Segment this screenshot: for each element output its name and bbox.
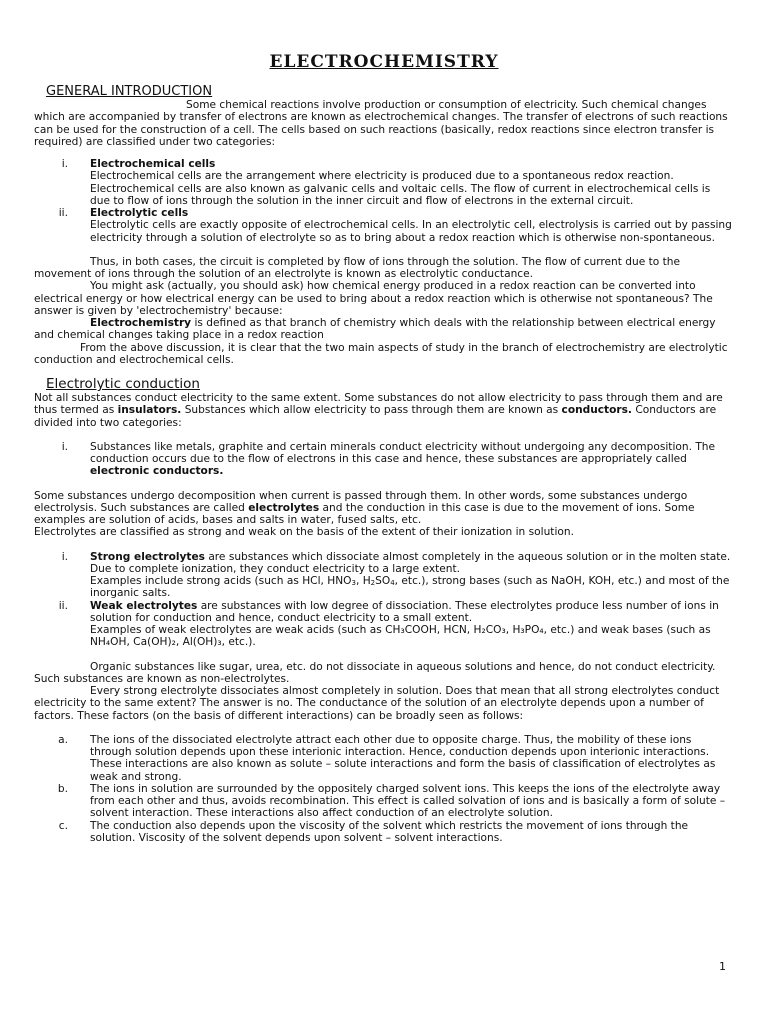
intro-paragraph: Some chemical reactions involve production or consumption of electricity. Such chemical changes which are accompanied by transfer of electrons are known as electrochemical changes. The transfer of electrons of such reactions can be used for the construction of a cell. The cells based on such reactions (basically, redox reactions since electron transfer is required) are classified under two categories: [34,99,728,148]
text-span: Substances which allow electricity to pass through them are known as [181,404,562,417]
page-number: 1 [719,960,726,973]
list-letter: c. [58,819,68,832]
page-title: ELECTROCHEMISTRY [269,52,499,72]
term-strong-electrolytes: Strong electrolytes [90,550,205,563]
list-item [34,551,732,600]
paragraph [34,490,732,527]
text-span: SO [375,575,391,587]
section-heading-general-introduction: GENERAL INTRODUCTION [46,84,213,99]
list-item [34,600,732,649]
paragraph: Every strong electrolyte dissociates almost completely in solution. Does that mean that all strong electrolytes conduct electricity to the same extent? The answer is no. The conductance of the solution of an electrolyte depends upon a number of factors. These factors (on the basis of different interactions) can be broadly seen as follows: [34,685,720,722]
text-span: Conductors are divided into two categories: [34,404,717,429]
list-item [34,207,732,244]
list-number: ii. [58,207,68,219]
list-item [34,820,732,845]
text-span: Not all substances conduct electricity to the same extent. Some substances do not allow electricity to pass through them and are thus termed as [34,392,723,417]
paragraph: Electrolytes are classified as strong and weak on the basis of the extent of their ionization in solution. [34,526,574,539]
term-weak-electrolytes: Weak electrolytes [90,599,198,612]
item-text: Electrolytic cells are exactly opposite of electrochemical cells. In an electrolytic cell, electrolysis is carried out by passing electricity through a solution of electrolyte so as to bring about a redox reaction which is otherwise non-spontaneous. [90,219,732,244]
list-item [34,158,732,207]
list-number: i. [61,158,68,170]
list-item [34,441,732,478]
text-span: Some substances undergo decomposition when current is passed through them. In other words, some substances undergo electrolysis. Such substances are called [34,489,688,514]
text-span: , etc.), strong bases (such as NaOH, KOH, etc.) and most of the inorganic salts. [90,575,730,600]
term-insulators: insulators. [117,404,182,417]
list-item [34,734,732,783]
paragraph [34,392,732,429]
section-heading-electrolytic-conduction: Electrolytic conduction [46,376,200,392]
item-text: The ions of the dissociated electrolyte attract each other due to opposite charge. Thus, the mobility of these ions through solution depends upon these interionic interaction. Hence, conduction depends upon interionic interactions. These interactions are also known as solute – solute interactions and form the basis of classification of electrolytes as weak and strong. [90,733,716,783]
item-title: Electrolytic cells [90,207,189,219]
definition-text: is defined as that branch of chemistry which deals with the relationship between electrical energy and chemical changes taking place in a redox reaction [34,317,716,342]
text-span: are substances with low degree of dissociation. These electrolytes produce less number of ions in solution for conduction and hence, conduct electricity to a small extent. [90,599,719,624]
list-number: i. [61,440,68,453]
item-text [90,551,732,600]
text-span: Examples include strong acids (such as HCl, HNO [90,575,352,587]
list-letter: b. [57,782,68,795]
text-span: are substances which dissociate almost completely in the aqueous solution or in the molten state. Due to complete ionization, they conduct electricity to a large extent. [90,550,731,575]
item-text: Electrochemical cells are the arrangement where electricity is produced due to a spontaneous redox reaction. Electrochemical cells are also known as galvanic cells and voltaic cells. The flow of current in electrochemical cells is due to flow of ions through the solution in the inner circuit and flow of electrons in the external circuit. [90,170,711,207]
paragraph: You might ask (actually, you should ask) how chemical energy produced in a redox reaction can be converted into electrical energy or how electrical energy can be used to bring about a redox reaction which is otherwise not spontaneous? The answer is given by 'electrochemistry' because: [34,280,713,317]
list-item [34,783,732,820]
item-text [90,441,732,478]
item-text: The conduction also depends upon the viscosity of the solvent which restricts the movement of ions through the solution. Viscosity of the solvent depends upon solvent – solvent interactions. [90,819,689,844]
examples-text: Examples include strong acids (such as HCl, $HNO_3$, $H_2SO_4$, etc.), strong bases (such as NaOH, KOH, etc.) and most of the inorganic salts. [90,575,730,600]
term-conductors: conductors. [561,404,632,417]
text-span: Substances like metals, graphite and certain minerals conduct electricity without undergoing any decomposition. The conduction occurs due to the flow of electrons in this case and hence, these substances are appropriately called [90,440,716,465]
text-span: , H [355,575,371,587]
item-text: The ions in solution are surrounded by the oppositely charged solvent ions. This keeps the ions of the electrolyte away from each other and thus, avoids recombination. This effect is called solvation of ions and is basically a form of solute – solvent interaction. These interactions also affect conduction of an electrolyte solution. [90,782,726,820]
term-electronic-conductors: electronic conductors. [90,465,224,478]
list-number: ii. [58,599,68,612]
list-letter: a. [58,733,68,746]
paragraph: From the above discussion, it is clear that the two main aspects of study in the branch of electrochemistry are electrolytic conduction and electrochemical cells. [34,341,728,366]
item-title: Electrochemical cells [90,158,216,170]
paragraph: Organic substances like sugar, urea, etc. do not dissociate in aqueous solutions and hence, do not conduct electricity. Such substances are known as non-electrolytes. [34,660,716,685]
examples-text: Examples of weak electrolytes are weak acids (such as CH₃COOH, HCN, H₂CO₃, H₃PO₄, etc.) and weak bases (such as NH₄OH, Ca(OH)₂, Al(OH)₃, etc.). [90,624,711,649]
document-body [34,84,732,844]
term-electrolytes: electrolytes [248,501,320,514]
text-span: and the conduction in this case is due to the movement of ions. Some examples are solution of acids, bases and salts in water, fused salts, etc. [34,501,695,526]
definition-term: Electrochemistry [90,317,192,329]
item-text [90,600,732,649]
paragraph: Thus, in both cases, the circuit is completed by flow of ions through the solution. The flow of current due to the movement of ions through the solution of an electrolyte is known as electrolytic conductance. [34,255,680,280]
definition-paragraph [34,317,732,342]
list-number: i. [61,550,68,563]
